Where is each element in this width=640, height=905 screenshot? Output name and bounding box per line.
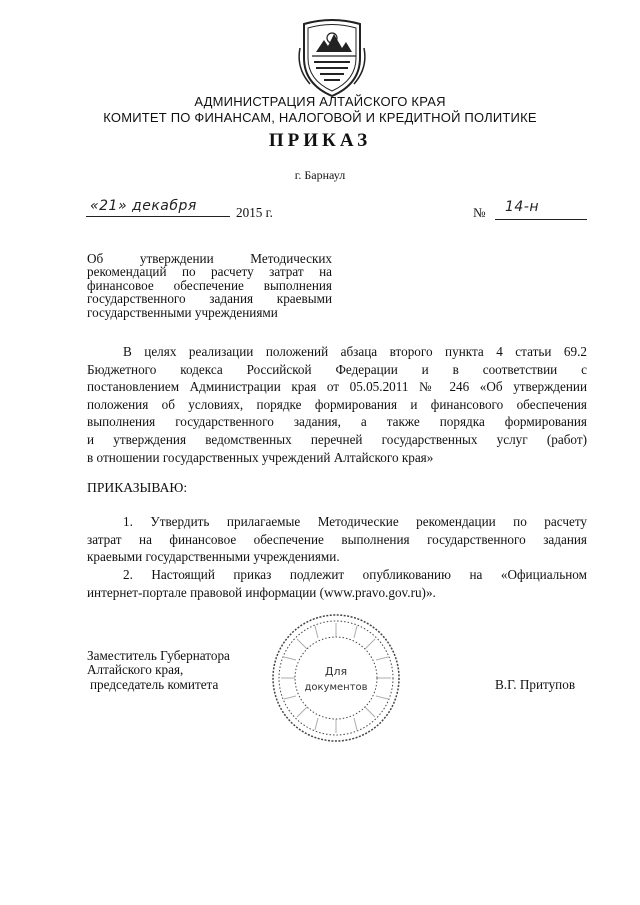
coat-of-arms-emblem [296, 18, 368, 98]
preamble-line: положения об условиях, порядке формирования и финансового обеспечения [87, 396, 587, 412]
subject-block [87, 252, 332, 319]
handwritten-date: «21» декабря [90, 198, 197, 214]
position-line: председатель комитета [90, 676, 219, 692]
subject-line: финансовое обеспечение выполнения [87, 277, 332, 293]
document-type-title: ПРИКАЗ [268, 130, 372, 151]
preamble-line: В целях реализации положений абзаца второго пункта 4 статьи 69.2 [123, 344, 587, 359]
preamble-line: в отношении государственных учреждений Алтайского края» [87, 449, 434, 465]
item-line: интернет-портале правовой информации (www.pravo.gov.ru)». [87, 584, 436, 600]
item-line: краевыми государственными учреждениями. [87, 549, 340, 565]
item-line: затрат на финансовое обеспечение выполнения государственного задания [87, 531, 587, 547]
position-line: Заместитель Губернатора [87, 648, 230, 663]
stamp-text-line2: документов [304, 682, 368, 693]
city-line: г. Барнаул [294, 168, 346, 182]
preamble-line: Бюджетного кодекса Российской Федерации и в соответствии с [87, 361, 587, 377]
handwritten-number: 14-н [505, 199, 540, 215]
subject-line: государственного задания краевыми [87, 291, 332, 307]
preamble-line: выполнения государственного задания, а также порядка формирования [87, 414, 587, 430]
stamp-text-line1: Для [324, 665, 348, 678]
preamble-line: и утверждения ведомственных перечней государственных услуг (работ) [87, 431, 587, 447]
date-year: 2015 г. [236, 205, 273, 220]
signatory-position [87, 649, 230, 692]
order-item-2 [87, 566, 587, 601]
round-stamp [270, 612, 402, 744]
preamble-paragraph [87, 343, 587, 466]
item-line: 1. Утвердить прилагаемые Методические рекомендации по расчету [123, 514, 587, 529]
item-line: 2. Настоящий приказ подлежит опубликованию на «Официальном [123, 567, 587, 582]
agency-name: АДМИНИСТРАЦИЯ АЛТАЙСКОГО КРАЯ [194, 94, 446, 109]
order-item-1 [87, 513, 587, 566]
subject-line: рекомендаций по расчету затрат на [87, 264, 332, 280]
order-word: ПРИКАЗЫВАЮ: [87, 480, 188, 495]
preamble-line: постановлением Администрации края от 05.05.2011 № 246 «Об утверждении [87, 379, 587, 395]
subject-line: Об утверждении Методических [87, 251, 332, 266]
position-line: Алтайского края, [87, 662, 184, 678]
subject-line: государственными учреждениями [87, 304, 278, 320]
signatory-name: В.Г. Притупов [495, 677, 576, 692]
number-label: № [473, 205, 486, 220]
committee-name: КОМИТЕТ ПО ФИНАНСАМ, НАЛОГОВОЙ И КРЕДИТНОЙ ПОЛИТИКЕ [103, 110, 537, 125]
